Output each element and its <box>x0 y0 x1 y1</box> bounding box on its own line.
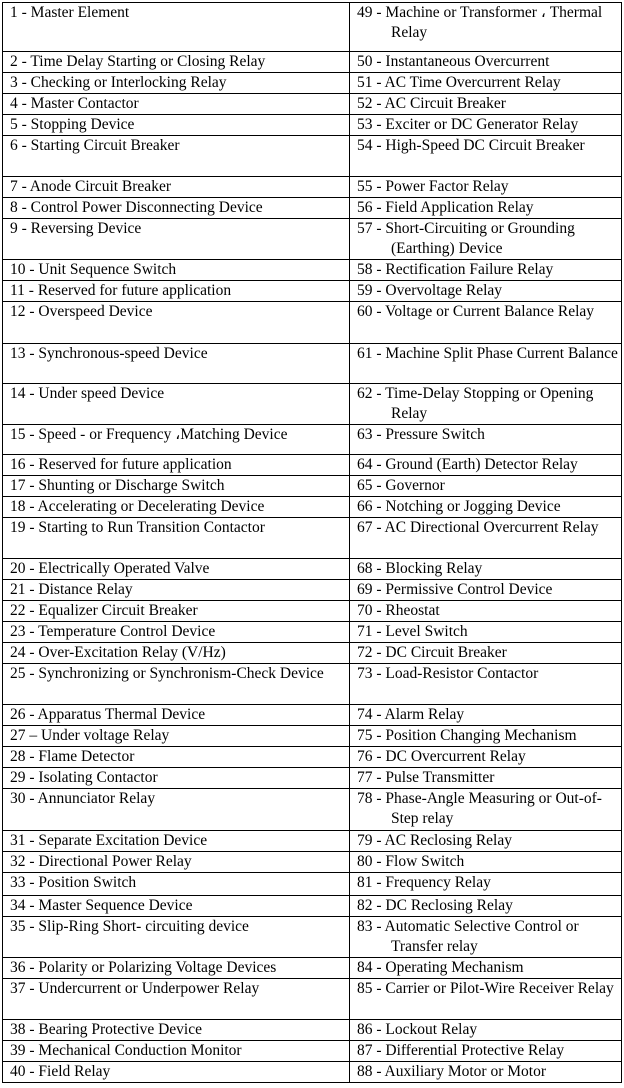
device-code-entry: 83 - Automatic Selective Control or Transfer relay <box>357 918 579 955</box>
device-code-entry: 33 - Position Switch <box>10 874 137 891</box>
device-code-entry: 38 - Bearing Protective Device <box>10 1021 202 1038</box>
device-code-entry: 4 - Master Contactor <box>10 95 139 112</box>
device-code-cell-right <box>350 281 622 302</box>
device-code-cell-left <box>3 789 350 831</box>
device-code-entry: 18 - Accelerating or Decelerating Device <box>10 498 265 515</box>
device-code-cell-right <box>350 455 622 476</box>
device-code-entry: 80 - Flow Switch <box>357 853 465 870</box>
table-row <box>3 1041 622 1062</box>
device-code-entry: 32 - Directional Power Relay <box>10 853 192 870</box>
device-code-entry: 13 - Synchronous-speed Device <box>10 345 208 362</box>
table-row <box>3 852 622 873</box>
device-code-entry: 79 - AC Reclosing Relay <box>357 832 512 849</box>
device-code-cell-left <box>3 979 350 1020</box>
table-row <box>3 559 622 580</box>
device-code-entry: 12 - Overspeed Device <box>10 303 153 320</box>
device-code-cell-left <box>3 622 350 643</box>
device-code-entry: 54 - High-Speed DC Circuit Breaker <box>357 137 585 154</box>
device-code-entry: 19 - Starting to Run Transition Contactor <box>10 519 265 536</box>
table-row <box>3 726 622 747</box>
table-row <box>3 580 622 601</box>
device-code-entry: 59 - Overvoltage Relay <box>357 282 503 299</box>
device-code-entry: 74 - Alarm Relay <box>357 706 465 723</box>
device-code-entry: 84 - Operating Mechanism <box>357 959 524 976</box>
device-code-entry: 7 - Anode Circuit Breaker <box>10 178 171 195</box>
device-code-entry: 14 - Under speed Device <box>10 385 165 402</box>
table-row <box>3 73 622 94</box>
device-code-cell-right <box>350 917 622 958</box>
device-code-cell-left <box>3 601 350 622</box>
device-code-entry: 57 - Short-Circuiting or Grounding (Earthing) Device <box>357 220 575 257</box>
device-code-entry: 71 - Level Switch <box>357 623 468 640</box>
device-code-cell-right <box>350 497 622 518</box>
device-code-cell-left <box>3 559 350 580</box>
device-code-entry: 63 - Pressure Switch <box>357 426 485 443</box>
device-code-cell-left <box>3 873 350 896</box>
device-codes-table-body <box>3 3 622 1083</box>
device-code-cell-left <box>3 768 350 789</box>
device-code-entry: 69 - Permissive Control Device <box>357 581 553 598</box>
table-row <box>3 979 622 1020</box>
device-code-entry: 8 - Control Power Disconnecting Device <box>10 199 263 216</box>
device-code-cell-left <box>3 580 350 601</box>
table-row <box>3 425 622 455</box>
device-code-entry: 70 - Rheostat <box>357 602 440 619</box>
device-code-cell-right <box>350 747 622 768</box>
device-code-cell-right <box>350 896 622 917</box>
device-code-cell-left <box>3 1020 350 1041</box>
device-code-cell-right <box>350 425 622 455</box>
device-code-cell-right <box>350 705 622 726</box>
device-code-cell-right <box>350 177 622 198</box>
table-row <box>3 455 622 476</box>
device-code-cell-left <box>3 3 350 52</box>
device-code-entry: 28 - Flame Detector <box>10 748 135 765</box>
device-code-cell-left <box>3 896 350 917</box>
device-code-entry: 23 - Temperature Control Device <box>10 623 216 640</box>
device-code-entry: 61 - Machine Split Phase Current Balance <box>357 345 618 362</box>
device-code-cell-left <box>3 497 350 518</box>
device-code-entry: 88 - Auxiliary Motor or Motor <box>357 1063 546 1080</box>
device-code-entry: 85 - Carrier or Pilot-Wire Receiver Relay <box>357 980 614 997</box>
device-code-entry: 52 - AC Circuit Breaker <box>357 95 506 112</box>
device-code-entry: 35 - Slip-Ring Short- circuiting device <box>10 918 249 935</box>
device-code-cell-right <box>350 559 622 580</box>
device-code-cell-right <box>350 852 622 873</box>
table-row <box>3 917 622 958</box>
device-code-cell-right <box>350 1041 622 1062</box>
table-row <box>3 52 622 73</box>
device-code-entry: 81 - Frequency Relay <box>357 874 491 891</box>
table-row <box>3 302 622 344</box>
table-row <box>3 1062 622 1083</box>
device-code-entry: 22 - Equalizer Circuit Breaker <box>10 602 198 619</box>
device-code-entry: 5 - Stopping Device <box>10 116 135 133</box>
device-code-entry: 11 - Reserved for future application <box>10 282 232 299</box>
device-code-cell-left <box>3 73 350 94</box>
device-code-cell-right <box>350 3 622 52</box>
device-code-cell-left <box>3 52 350 73</box>
device-code-cell-right <box>350 384 622 425</box>
device-code-cell-right <box>350 52 622 73</box>
device-code-entry: 34 - Master Sequence Device <box>10 897 193 914</box>
device-code-cell-right <box>350 789 622 831</box>
device-code-entry: 10 - Unit Sequence Switch <box>10 261 177 278</box>
table-row <box>3 219 622 260</box>
device-code-entry: 40 - Field Relay <box>10 1063 111 1080</box>
device-code-cell-left <box>3 94 350 115</box>
table-row <box>3 94 622 115</box>
table-row <box>3 601 622 622</box>
device-code-entry: 30 - Annunciator Relay <box>10 790 156 807</box>
table-row <box>3 622 622 643</box>
device-code-cell-right <box>350 1020 622 1041</box>
table-row <box>3 643 622 664</box>
device-code-entry: 1 - Master Element <box>10 4 130 21</box>
device-code-entry: 50 - Instantaneous Overcurrent <box>357 53 550 70</box>
table-row <box>3 705 622 726</box>
device-code-entry: 31 - Separate Excitation Device <box>10 832 208 849</box>
device-code-entry: 78 - Phase-Angle Measuring or Out-of-Step relay <box>357 790 602 827</box>
device-code-cell-left <box>3 425 350 455</box>
device-code-entry: 56 - Field Application Relay <box>357 199 534 216</box>
device-code-cell-left <box>3 958 350 979</box>
device-code-entry: 24 - Over-Excitation Relay (V/Hz) <box>10 644 226 661</box>
device-code-cell-right <box>350 73 622 94</box>
device-code-cell-left <box>3 384 350 425</box>
table-row <box>3 789 622 831</box>
table-row <box>3 896 622 917</box>
device-code-entry: 6 - Starting Circuit Breaker <box>10 137 180 154</box>
device-code-entry: 2 - Time Delay Starting or Closing Relay <box>10 53 266 70</box>
device-codes-table <box>2 2 622 1083</box>
device-code-entry: 68 - Blocking Relay <box>357 560 483 577</box>
table-row <box>3 260 622 281</box>
device-code-cell-left <box>3 455 350 476</box>
table-row <box>3 518 622 559</box>
device-code-cell-right <box>350 979 622 1020</box>
device-code-entry: 64 - Ground (Earth) Detector Relay <box>357 456 578 473</box>
device-code-cell-left <box>3 917 350 958</box>
device-code-entry: 15 - Speed - or Frequency ،Matching Device <box>10 426 288 443</box>
device-code-entry: 66 - Notching or Jogging Device <box>357 498 561 515</box>
device-code-cell-right <box>350 768 622 789</box>
device-code-cell-left <box>3 747 350 768</box>
device-code-entry: 73 - Load-Resistor Contactor <box>357 665 539 682</box>
device-code-cell-right <box>350 622 622 643</box>
device-code-cell-right <box>350 643 622 664</box>
device-code-cell-left <box>3 1062 350 1083</box>
table-row <box>3 136 622 177</box>
device-code-cell-right <box>350 136 622 177</box>
device-code-cell-left <box>3 831 350 852</box>
table-row <box>3 831 622 852</box>
device-code-cell-right <box>350 873 622 896</box>
device-code-entry: 82 - DC Reclosing Relay <box>357 897 513 914</box>
device-code-entry: 36 - Polarity or Polarizing Voltage Devices <box>10 959 277 976</box>
device-code-cell-right <box>350 726 622 747</box>
device-code-entry: 29 - Isolating Contactor <box>10 769 158 786</box>
device-code-entry: 37 - Undercurrent or Underpower Relay <box>10 980 260 997</box>
device-codes-table-container <box>2 2 621 1083</box>
device-code-cell-left <box>3 643 350 664</box>
device-code-entry: 55 - Power Factor Relay <box>357 178 509 195</box>
device-code-cell-left <box>3 177 350 198</box>
table-row <box>3 384 622 425</box>
device-code-cell-right <box>350 601 622 622</box>
device-code-cell-left <box>3 302 350 344</box>
device-code-cell-right <box>350 344 622 384</box>
device-code-cell-right <box>350 958 622 979</box>
device-code-cell-left <box>3 476 350 497</box>
device-code-entry: 25 - Synchronizing or Synchronism-Check Device <box>10 665 324 682</box>
device-code-entry: 51 - AC Time Overcurrent Relay <box>357 74 561 91</box>
device-code-cell-right <box>350 115 622 136</box>
table-row <box>3 1020 622 1041</box>
device-code-cell-left <box>3 198 350 219</box>
device-code-cell-left <box>3 705 350 726</box>
table-row <box>3 177 622 198</box>
device-code-entry: 60 - Voltage or Current Balance Relay <box>357 303 595 320</box>
device-code-cell-left <box>3 260 350 281</box>
table-row <box>3 873 622 896</box>
device-code-cell-left <box>3 1041 350 1062</box>
table-row <box>3 115 622 136</box>
device-code-entry: 75 - Position Changing Mechanism <box>357 727 577 744</box>
device-code-cell-left <box>3 518 350 559</box>
device-code-entry: 39 - Mechanical Conduction Monitor <box>10 1042 242 1059</box>
device-code-cell-left <box>3 344 350 384</box>
device-code-cell-left <box>3 136 350 177</box>
table-row <box>3 664 622 705</box>
table-row <box>3 476 622 497</box>
device-code-entry: 72 - DC Circuit Breaker <box>357 644 507 661</box>
device-code-cell-right <box>350 518 622 559</box>
device-code-entry: 87 - Differential Protective Relay <box>357 1042 565 1059</box>
device-code-entry: 17 - Shunting or Discharge Switch <box>10 477 225 494</box>
device-code-cell-right <box>350 302 622 344</box>
table-row <box>3 281 622 302</box>
device-code-cell-left <box>3 852 350 873</box>
table-row <box>3 344 622 384</box>
device-code-entry: 58 - Rectification Failure Relay <box>357 261 554 278</box>
device-code-entry: 62 - Time-Delay Stopping or Opening Relay <box>357 385 594 422</box>
table-row <box>3 3 622 52</box>
device-code-entry: 27 – Under voltage Relay <box>10 727 170 744</box>
device-code-cell-right <box>350 260 622 281</box>
device-code-cell-right <box>350 219 622 260</box>
device-code-entry: 20 - Electrically Operated Valve <box>10 560 210 577</box>
device-code-entry: 49 - Machine or Transformer ، Thermal Relay <box>357 4 603 41</box>
device-code-entry: 16 - Reserved for future application <box>10 456 232 473</box>
device-code-entry: 76 - DC Overcurrent Relay <box>357 748 526 765</box>
device-code-cell-right <box>350 580 622 601</box>
device-code-entry: 21 - Distance Relay <box>10 581 133 598</box>
device-code-entry: 77 - Pulse Transmitter <box>357 769 495 786</box>
device-code-cell-right <box>350 94 622 115</box>
device-code-entry: 26 - Apparatus Thermal Device <box>10 706 206 723</box>
device-code-cell-left <box>3 664 350 705</box>
device-code-entry: 9 - Reversing Device <box>10 220 142 237</box>
device-code-entry: 53 - Exciter or DC Generator Relay <box>357 116 579 133</box>
device-code-cell-right <box>350 664 622 705</box>
table-row <box>3 958 622 979</box>
device-code-entry: 86 - Lockout Relay <box>357 1021 478 1038</box>
device-code-cell-left <box>3 115 350 136</box>
device-code-cell-right <box>350 198 622 219</box>
table-row <box>3 497 622 518</box>
device-code-cell-left <box>3 281 350 302</box>
device-code-entry: 65 - Governor <box>357 477 445 494</box>
table-row <box>3 747 622 768</box>
device-code-cell-right <box>350 1062 622 1083</box>
device-code-cell-left <box>3 219 350 260</box>
table-row <box>3 768 622 789</box>
table-row <box>3 198 622 219</box>
device-code-entry: 67 - AC Directional Overcurrent Relay <box>357 519 599 536</box>
device-code-cell-right <box>350 476 622 497</box>
device-code-cell-right <box>350 831 622 852</box>
device-code-entry: 3 - Checking or Interlocking Relay <box>10 74 227 91</box>
device-code-cell-left <box>3 726 350 747</box>
